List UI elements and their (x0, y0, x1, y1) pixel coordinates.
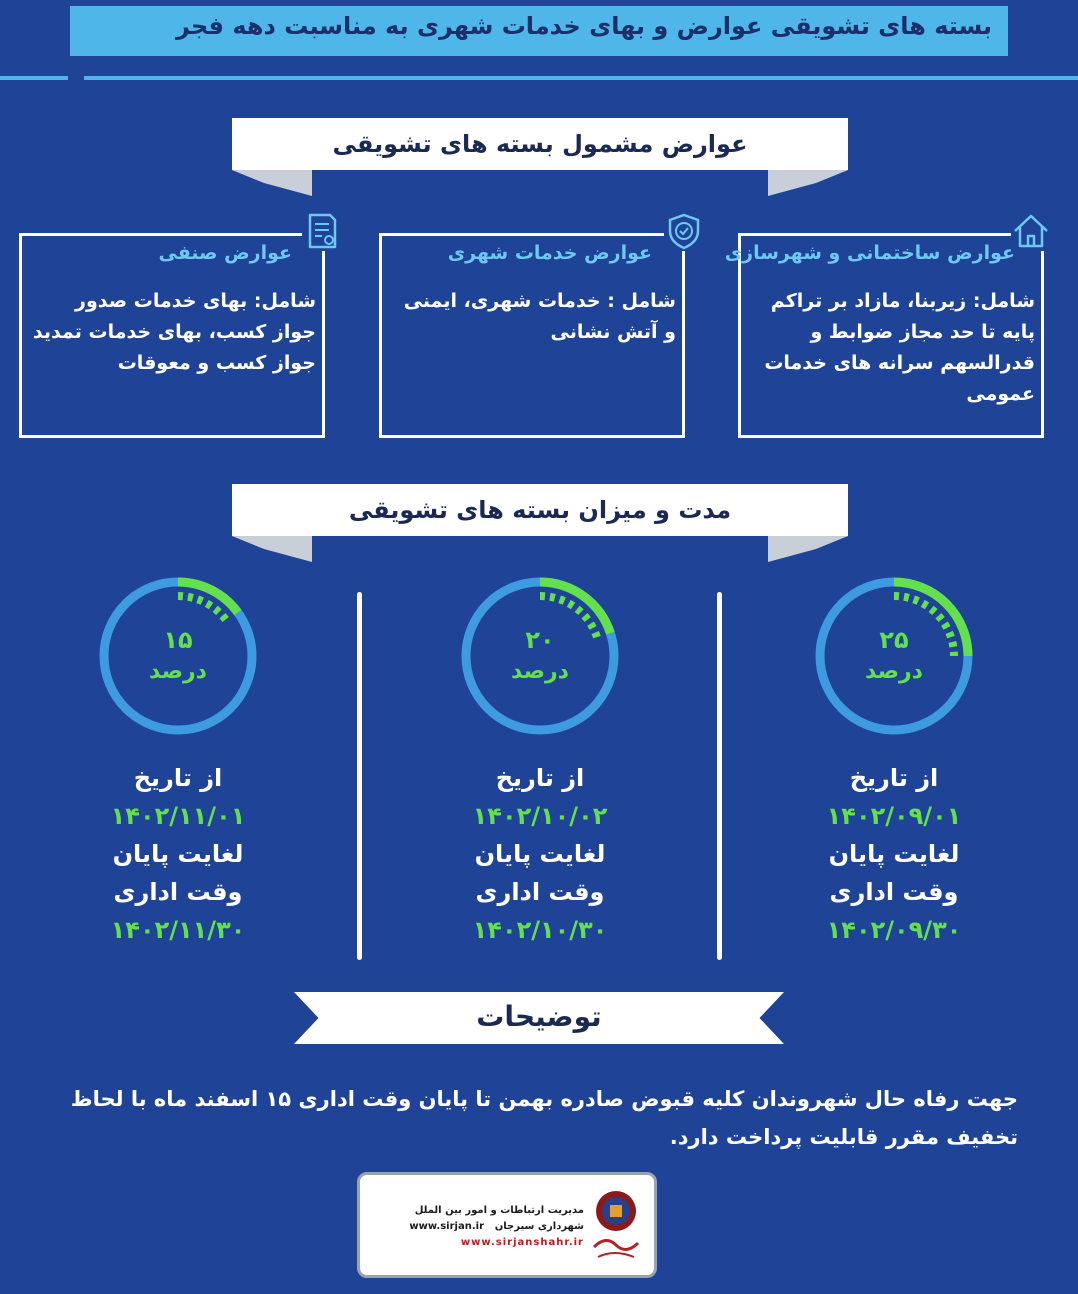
from-date: ۱۴۰۲/۱۱/۰۱ (110, 802, 246, 830)
category-description: شامل: بهای خدمات صدور جواز کسب، بهای خدمات تمدید جواز کسب و معوقات (32, 290, 316, 374)
footer-url-1[interactable]: www.sirjan.ir (409, 1221, 484, 1232)
shield-check-icon (664, 211, 704, 251)
section2-ribbon (232, 484, 848, 562)
column-divider (357, 592, 362, 960)
sirjan-municipality-logo (586, 1185, 646, 1267)
category-title: عوارض صنفی (158, 242, 292, 264)
certificate-icon (302, 211, 342, 251)
percent-unit: درصد (865, 659, 923, 684)
category-card-trade (19, 233, 325, 438)
from-label: از تاریخ (849, 764, 939, 792)
percent-unit: درصد (511, 659, 569, 684)
category-description: شامل : خدمات شهری، ایمنی و آتش نشانی (403, 290, 676, 343)
notes-title: توضیحات (476, 1000, 602, 1033)
percent-value: ۲۰ (525, 626, 555, 654)
period-column (68, 576, 288, 946)
from-label: از تاریخ (495, 764, 585, 792)
header-underline (0, 76, 1078, 80)
page-title: بسته های تشویقی عوارض و بهای خدمات شهری به مناسبت دهه فجر (176, 12, 992, 40)
footer-url-2[interactable]: www.sirjanshahr.ir (460, 1237, 584, 1248)
column-divider (717, 592, 722, 960)
footer-municipality: شهرداری سیرجان (494, 1221, 584, 1232)
to-label-2: وقت اداری (829, 878, 959, 906)
section1-title: عوارض مشمول بسته های تشویقی (232, 118, 848, 170)
percent-value: ۲۵ (879, 626, 909, 654)
period-column (430, 576, 650, 946)
to-label: لغایت پایان (828, 840, 960, 868)
to-date: ۱۴۰۲/۰۹/۳۰ (826, 916, 962, 944)
from-date: ۱۴۰۲/۰۹/۰۱ (826, 802, 962, 830)
category-card-building (724, 233, 1044, 438)
from-label: از تاریخ (133, 764, 223, 792)
to-label: لغایت پایان (112, 840, 244, 868)
percent-unit: درصد (149, 659, 207, 684)
to-label-2: وقت اداری (475, 878, 605, 906)
category-card-city-services (379, 233, 685, 438)
to-label-2: وقت اداری (113, 878, 243, 906)
category-description: شامل: زیربنا، مازاد بر تراکم پایه تا حد مجاز ضوابط و قدرالسهم سرانه های خدمات عمومی (764, 290, 1035, 405)
house-icon (1011, 211, 1051, 251)
to-date: ۱۴۰۲/۱۰/۳۰ (472, 916, 608, 944)
category-title: عوارض خدمات شهری (447, 242, 652, 264)
to-date: ۱۴۰۲/۱۱/۳۰ (110, 916, 246, 944)
footer-department: مدیریت ارتباطات و امور بین الملل (414, 1205, 584, 1216)
footer-card (357, 1172, 657, 1278)
section1-ribbon (232, 118, 848, 196)
from-date: ۱۴۰۲/۱۰/۰۲ (472, 802, 608, 830)
percent-value: ۱۵ (163, 626, 193, 654)
section2-title: مدت و میزان بسته های تشویقی (232, 484, 848, 536)
notes-text: جهت رفاه حال شهروندان کلیه قبوض صادره بهمن تا پایان وقت اداری ۱۵ اسفند ماه با لحاظ تخفیف مقرر قابلیت پرداخت دارد. (70, 1087, 1018, 1149)
to-label: لغایت پایان (474, 840, 606, 868)
period-column (784, 576, 1004, 946)
category-title: عوارض ساختمانی و شهرسازی (724, 242, 1015, 264)
